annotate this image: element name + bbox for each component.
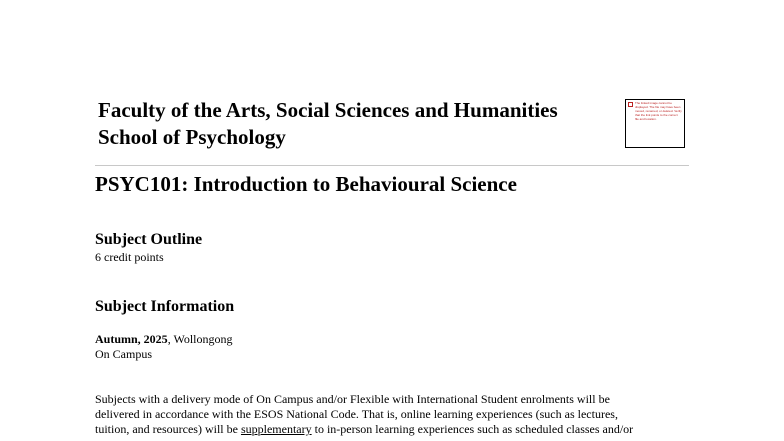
credit-points: 6 credit points bbox=[95, 250, 164, 264]
session-location: , Wollongong bbox=[167, 332, 233, 346]
header-divider bbox=[95, 165, 689, 166]
delivery-mode: On Campus bbox=[95, 347, 152, 361]
subject-title: PSYC101: Introduction to Behavioural Science bbox=[95, 172, 517, 196]
subject-outline-heading: Subject Outline bbox=[95, 231, 203, 248]
line-3-start: tuition, and resources) will be bbox=[95, 422, 241, 436]
paragraph-line-2: delivered in accordance with the ESOS National Code. That is, online learning experiences (such as lectures, bbox=[95, 407, 618, 421]
session-line bbox=[95, 332, 233, 347]
supplementary-term: supplementary bbox=[240, 422, 312, 436]
session-name: Autumn, 2025 bbox=[95, 332, 168, 346]
broken-image-icon bbox=[628, 102, 633, 107]
paragraph-line-3 bbox=[95, 422, 695, 437]
logo-alt-text: The linked image cannot be displayed. The file may have been moved, renamed, or deleted. Verify that the link points to the correct file and location. bbox=[635, 101, 682, 121]
subject-information-heading: Subject Information bbox=[95, 298, 235, 315]
paragraph-line-1: Subjects with a delivery mode of On Campus and/or Flexible with International Student enrolments will be bbox=[95, 392, 610, 406]
line-3-end: to in-person learning experiences such as scheduled classes and/or bbox=[311, 422, 634, 436]
faculty-school-heading bbox=[98, 97, 558, 151]
delivery-paragraph bbox=[95, 392, 695, 437]
broken-logo-image bbox=[625, 99, 685, 148]
school-name: School of Psychology bbox=[98, 125, 286, 149]
faculty-name: Faculty of the Arts, Social Sciences and Humanities bbox=[98, 98, 558, 122]
